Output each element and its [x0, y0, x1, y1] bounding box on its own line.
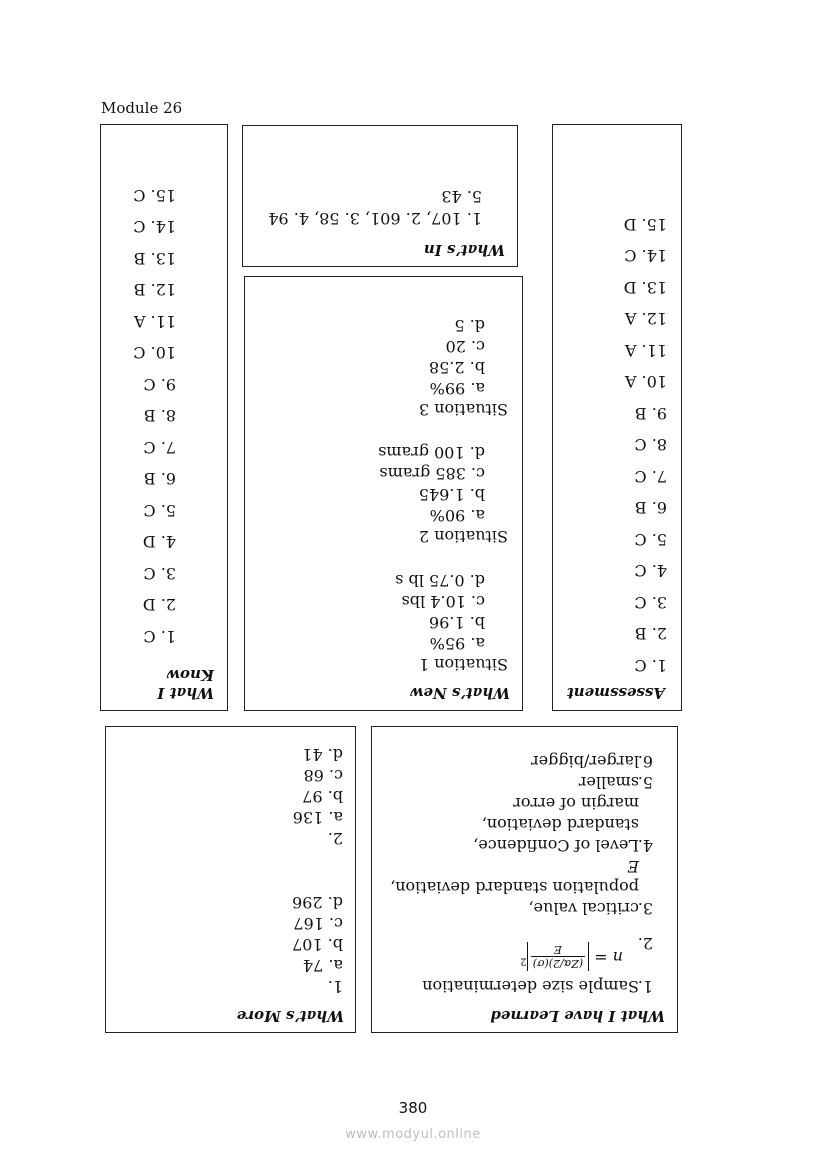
learned-item3-line2: population standard deviation,	[390, 878, 639, 897]
formula-denominator: E	[553, 943, 562, 956]
formula-numerator: (Zα/2)(σ)	[532, 957, 584, 970]
what-i-know-title-line1: What I	[157, 684, 214, 702]
what-i-know-box	[100, 124, 228, 711]
what-i-know-answer: 15. C	[133, 186, 176, 205]
learned-item4-line1: Level of Confidence,	[473, 836, 639, 855]
what-i-know-answer: 7. C	[143, 438, 176, 457]
whats-more-q1-a: a. 74	[302, 956, 343, 975]
situation3-label: Situation 3	[418, 400, 508, 419]
watermark: www.modyul.online	[345, 1127, 481, 1142]
what-i-know-answer: 11. A	[133, 312, 176, 331]
assessment-answer: 3. C	[634, 593, 667, 612]
learned-item5-text: smaller	[578, 773, 639, 792]
what-i-know-answer: 10. C	[133, 343, 176, 363]
what-i-have-learned-title: What I have Learned	[490, 1007, 665, 1025]
situation2-a: a. 90%	[429, 506, 485, 525]
assessment-title: Assessment	[566, 684, 665, 702]
formula-exponent: 2	[520, 955, 527, 967]
learned-item4-line3: margin of error	[513, 794, 639, 813]
assessment-answer: 14. C	[624, 246, 667, 266]
what-i-know-answer: 6. B	[143, 469, 176, 489]
situation1-c: c. 10.4 lbs	[401, 592, 485, 611]
situation1-a: a. 95%	[429, 634, 485, 653]
learned-item3-line1: critical value,	[528, 899, 639, 918]
assessment-answer: 4. C	[634, 561, 667, 581]
page-number: 380	[398, 1099, 428, 1117]
situation2-c: c. 385 grams	[379, 464, 485, 483]
assessment-answer: 15. D	[623, 215, 667, 234]
assessment-answer: 2. B	[634, 624, 667, 644]
learned-item6-num: 6.	[637, 752, 653, 771]
whats-in-box	[242, 125, 518, 267]
assessment-answer: 9. B	[634, 404, 667, 423]
whats-more-q1-d: d. 296	[292, 893, 343, 912]
whats-new-title: What’s New	[410, 684, 510, 702]
assessment-answer: 5. C	[634, 530, 667, 549]
situation2-d: d. 100 grams	[378, 443, 485, 462]
situation3-a: a. 99%	[429, 379, 485, 398]
assessment-box	[552, 124, 682, 711]
module-label: Module 26	[101, 99, 183, 117]
formula-bracket	[527, 942, 589, 971]
whats-more-q2-d: d. 41	[302, 745, 343, 764]
what-i-know-answer: 5. C	[143, 501, 176, 520]
assessment-answer: 6. B	[634, 498, 667, 518]
assessment-answer: 12. A	[624, 309, 667, 329]
whats-more-box	[105, 726, 356, 1033]
whats-more-q2-a: a. 136	[292, 808, 343, 827]
what-i-know-title-line2: Know	[167, 666, 214, 684]
formula-fraction	[531, 943, 585, 970]
situation2-b: b. 1.645	[418, 485, 485, 504]
situation2-label: Situation 2	[418, 527, 508, 546]
assessment-answer: 1. C	[634, 656, 667, 675]
what-i-know-answer: 14. C	[133, 217, 176, 237]
learned-item4-line2: standard deviation,	[481, 815, 639, 834]
what-i-know-answer: 12. B	[133, 280, 176, 300]
whats-more-q1-c: c. 167	[293, 914, 343, 933]
situation3-c: c. 20	[445, 337, 485, 356]
whats-more-q2-label: 2.	[327, 829, 343, 848]
learned-item1-text: Sample size determination	[422, 977, 639, 996]
what-i-know-answer: 3. C	[143, 564, 176, 583]
what-i-know-answer: 2. D	[142, 595, 176, 615]
learned-item4-num: 4.	[637, 836, 653, 855]
situation1-d: d. 0.75 lb s	[395, 571, 485, 590]
assessment-answer: 7. C	[634, 467, 667, 486]
assessment-answer: 10. A	[624, 372, 667, 392]
learned-item3-line3: E	[627, 857, 639, 876]
what-i-know-answer: 9. C	[143, 375, 176, 394]
learned-formula	[520, 942, 623, 971]
what-i-know-answer: 4. D	[142, 532, 176, 552]
whats-in-title: What’s In	[423, 241, 505, 259]
whats-in-line2: 5. 43	[441, 187, 482, 206]
what-i-know-answer: 8. B	[143, 406, 176, 426]
learned-item6-text: larger/bigger	[530, 752, 639, 771]
situation1-b: b. 1.96	[428, 613, 485, 632]
whats-in-line1: 1. 107, 2. 601, 3. 58, 4. 94	[268, 209, 482, 228]
what-i-know-answer: 1. C	[143, 627, 176, 646]
whats-new-box	[244, 276, 523, 711]
whats-more-title: What’s More	[236, 1007, 344, 1025]
formula-lhs: n =	[594, 948, 623, 967]
whats-more-q1-label: 1.	[327, 977, 343, 996]
situation3-b: b. 2.58	[428, 358, 485, 377]
learned-item1-num: 1.	[637, 977, 653, 996]
situation3-d: d. 5	[454, 316, 485, 335]
what-i-know-answer: 13. B	[133, 249, 176, 268]
learned-item2-num: 2.	[637, 934, 653, 953]
whats-more-q2-c: c. 68	[303, 766, 343, 785]
what-i-have-learned-box	[371, 726, 678, 1033]
assessment-answer: 8. C	[634, 435, 667, 455]
learned-item3-num: 3.	[637, 899, 653, 918]
assessment-answer: 11. A	[624, 341, 667, 360]
situation1-label: Situation 1	[418, 655, 508, 674]
whats-more-q2-b: b. 97	[302, 787, 343, 806]
learned-item5-num: 5.	[637, 773, 653, 792]
assessment-answer: 13. D	[623, 278, 667, 297]
whats-more-q1-b: b. 107	[292, 935, 343, 954]
